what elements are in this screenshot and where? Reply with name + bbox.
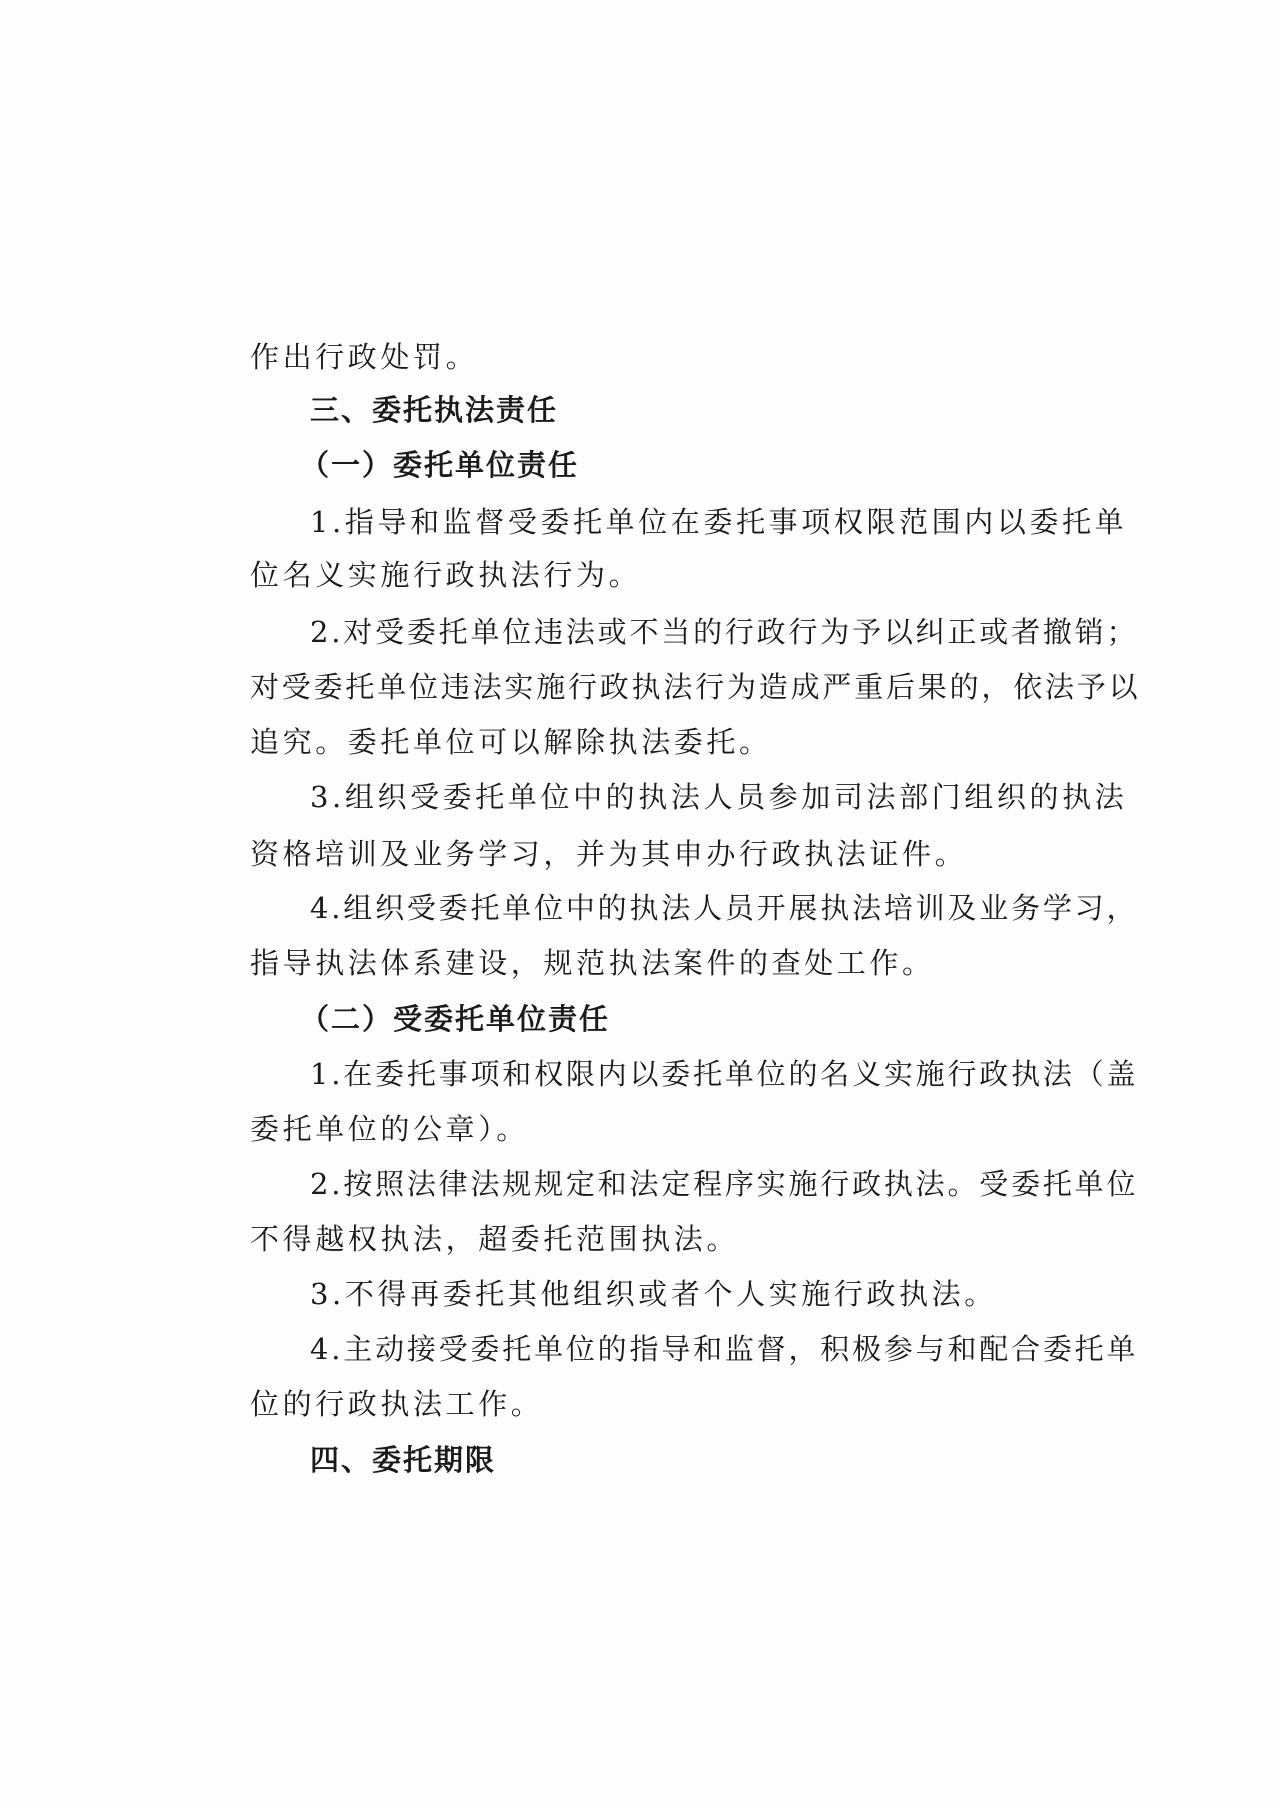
paragraph-line: 委托单位的公章）。 (250, 1112, 529, 1146)
paragraph-line: 1.指导和监督受委托单位在委托事项权限范围内以委托单 (310, 505, 1128, 539)
paragraph-line: 2.对受委托单位违法或不当的行政行为予以纠正或者撤销； (310, 615, 1139, 649)
paragraph-line: 位名义实施行政执法行为。 (250, 558, 642, 592)
section-heading: 三、委托执法责任 (310, 393, 559, 427)
section-heading: 四、委托期限 (310, 1443, 497, 1477)
paragraph-line: 3.不得再委托其他组织或者个人实施行政执法。 (310, 1277, 997, 1311)
paragraph-line: 位的行政执法工作。 (250, 1387, 544, 1421)
paragraph-line: 资格培训及业务学习，并为其申办行政执法证件。 (250, 837, 968, 871)
paragraph-line: 1.在委托事项和权限内以委托单位的名义实施行政执法（盖 (310, 1057, 1139, 1091)
paragraph-line: 不得越权执法，超委托范围执法。 (250, 1222, 740, 1256)
paragraph-line: 3.组织受委托单位中的执法人员参加司法部门组织的执法 (310, 780, 1128, 814)
paragraph-line: 4.主动接受委托单位的指导和监督，积极参与和配合委托单 (310, 1332, 1139, 1366)
paragraph-line: 2.按照法律法规规定和法定程序实施行政执法。受委托单位 (310, 1167, 1139, 1201)
paragraph-line: 作出行政处罚。 (250, 340, 479, 374)
paragraph-line: 追究。委托单位可以解除执法委托。 (250, 725, 772, 759)
paragraph-line: 对受委托单位违法实施行政执法行为造成严重后果的，依法予以 (250, 670, 1141, 704)
subsection-heading: （一）委托单位责任 (300, 448, 580, 482)
paragraph-line: 指导执法体系建设，规范执法案件的查处工作。 (250, 946, 935, 980)
subsection-heading: （二）受委托单位责任 (300, 1002, 611, 1036)
paragraph-line: 4.组织受委托单位中的执法人员开展执法培训及业务学习， (310, 891, 1139, 925)
